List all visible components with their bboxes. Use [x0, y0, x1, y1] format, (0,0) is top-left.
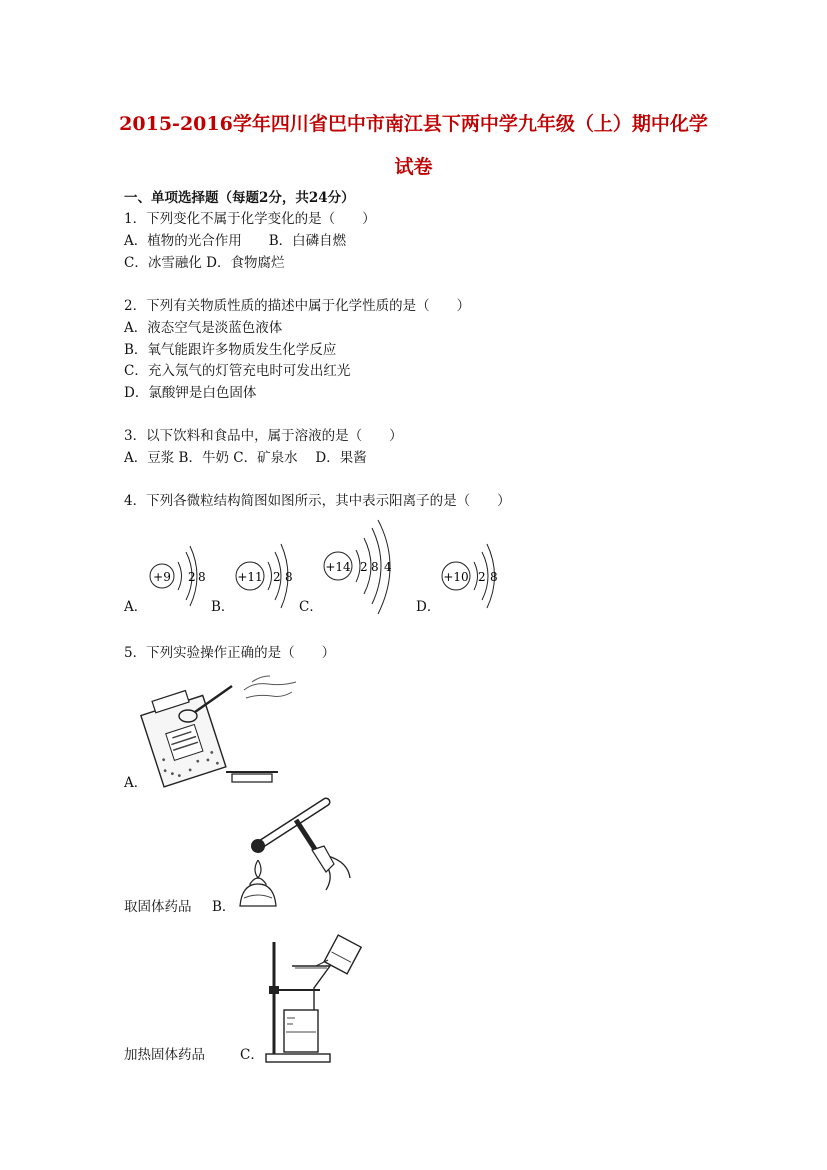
- q1-options-ab: A．植物的光合作用 B．白磷自燃: [124, 233, 347, 249]
- particle-diagram-d: [432, 528, 512, 608]
- exam-title-line2: 试卷: [394, 156, 433, 178]
- shell-electrons: 8: [490, 570, 498, 584]
- q2-stem: 2．下列有关物质性质的描述中属于化学性质的是（ ）: [124, 298, 471, 314]
- shell-electrons: 8: [371, 560, 379, 574]
- q3-stem: 3．以下饮料和食品中，属于溶液的是（ ）: [124, 428, 403, 444]
- q5-option-b-label: B．: [212, 899, 236, 915]
- shell-electrons: 4: [384, 560, 392, 574]
- lab-image-heat-tube: [230, 798, 370, 910]
- q5-option-a-label: A．: [124, 775, 148, 791]
- q2-option-a: A．液态空气是淡蓝色液体: [124, 320, 283, 336]
- nucleus-charge: +11: [237, 570, 263, 584]
- exam-title-line1: 2015-2016学年四川省巴中市南江县下两中学九年级（上）期中化学: [119, 113, 708, 135]
- nucleus-charge: +9: [153, 570, 171, 584]
- q4-option-a-label: A．: [124, 599, 148, 615]
- q4-stem: 4．下列各微粒结构简图如图所示，其中表示阳离子的是（ ）: [124, 493, 511, 509]
- q5-stem: 5．下列实验操作正确的是（ ）: [124, 645, 336, 661]
- q4-option-c-label: C．: [299, 599, 323, 615]
- q1-stem: 1．下列变化不属于化学变化的是（ ）: [124, 211, 376, 227]
- q2-option-d: D．氯酸钾是白色固体: [124, 385, 257, 401]
- shell-electrons: 2: [478, 570, 486, 584]
- section-heading: 一、单项选择题（每题2分，共24分）: [124, 190, 355, 206]
- nucleus-charge: +10: [443, 570, 469, 584]
- shell-electrons: 2: [360, 560, 368, 574]
- q5-caption-b: 加热固体药品: [124, 1047, 205, 1063]
- q4-option-b-label: B．: [211, 599, 235, 615]
- q5-option-c-label: C．: [240, 1047, 264, 1063]
- shell-electrons: 2: [188, 570, 196, 584]
- q1-options-cd: C．冰雪融化 D．食物腐烂: [124, 255, 285, 271]
- shell-electrons: 8: [198, 570, 206, 584]
- q5-caption-a: 取固体药品: [124, 899, 192, 915]
- particle-diagram-b: [225, 528, 305, 608]
- lab-image-take-solid: [140, 668, 310, 788]
- lab-image-filtration: [258, 936, 370, 1066]
- q2-option-c: C．充入氖气的灯管充电时可发出红光: [124, 363, 351, 379]
- particle-diagram-a: [140, 528, 220, 608]
- q4-option-d-label: D．: [416, 599, 441, 615]
- nucleus-charge: +14: [325, 560, 351, 574]
- particle-diagram-c: [318, 518, 404, 618]
- shell-electrons: 8: [285, 570, 293, 584]
- q3-options: A．豆浆 B．牛奶 C．矿泉水 D．果酱: [124, 450, 367, 466]
- q2-option-b: B．氧气能跟许多物质发生化学反应: [124, 342, 337, 358]
- shell-electrons: 2: [273, 570, 281, 584]
